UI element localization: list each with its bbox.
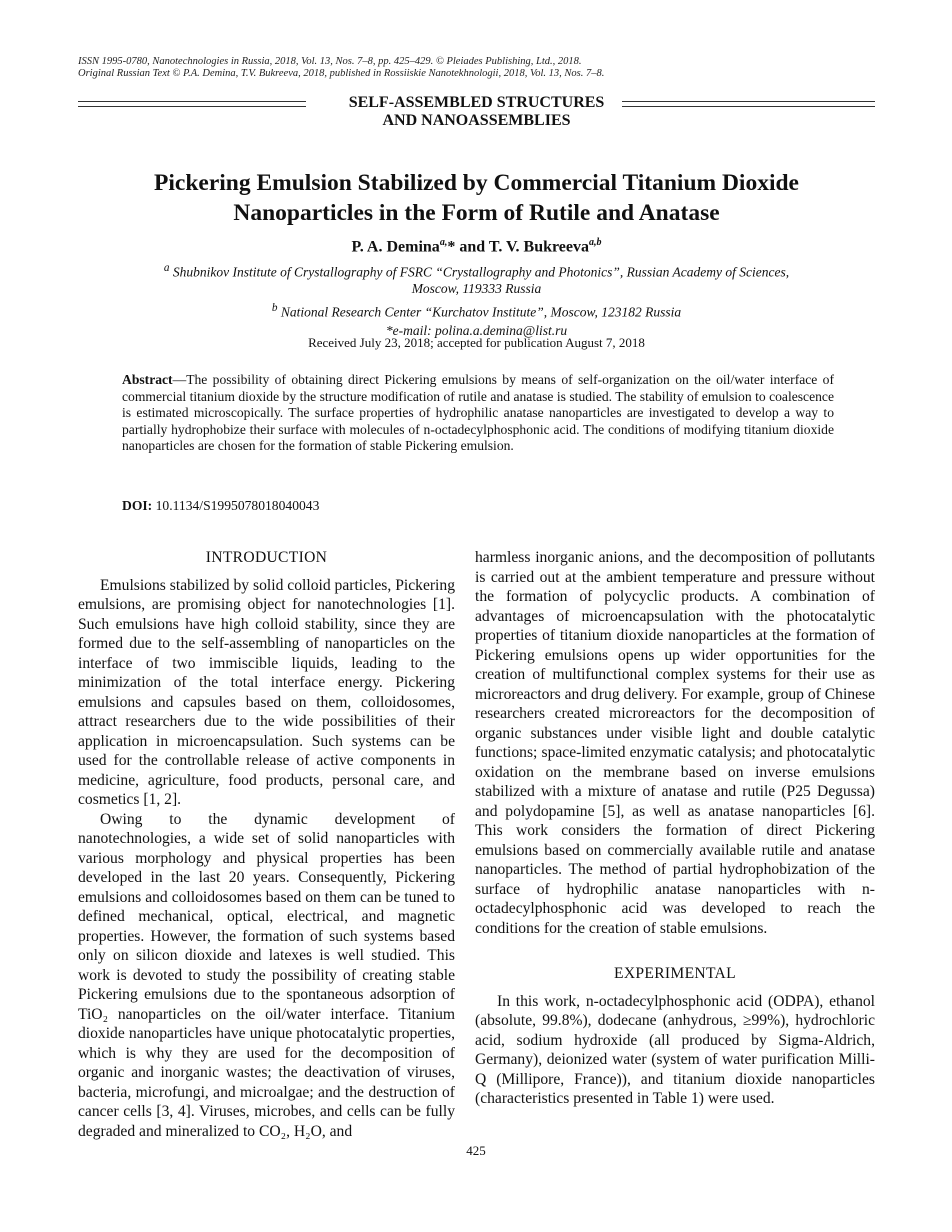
section-line-2: AND NANOASSEMBLIES: [382, 112, 571, 129]
page-number: 425: [466, 1143, 486, 1158]
experimental-paragraph-1: In this work, n-octadecylphosphonic acid (ODPA), ethanol (absolute, 99.8%), dodecane (anhydrous, ≥99%), hydrochloric acid, sodium hydroxide (all produced by Sigma-Aldrich, Germany), deionized water (system of water purification Milli-Q (Millipore, France)), and titanium dioxide nanoparticles (characteristics presented in Table 1) were used.: [475, 992, 875, 1107]
author-1-affil: a,: [439, 237, 448, 248]
received-dates: Received July 23, 2018; accepted for publication August 7, 2018: [308, 335, 645, 350]
right-column: [475, 548, 875, 1109]
intro-paragraph-3: harmless inorganic anions, and the decomposition of pollutants is carried out at the ambient temperature and pressure without the formation of polycyclic products. A combination of advantages of microencapsulation with the photocatalytic properties of titanium dioxide nanoparticles at the formation of Pickering emulsions opens up wider opportunities for the creation of multifunctional complex systems for their use as microreactors and drug delivery. For example, group of Chinese researchers created microreactors for the decomposition of organic substances under visible light and double catalytic functions; space-limited enzymatic catalysis; and photocatalytic oxidation on the membrane based on inverse emulsions stabilized with a mixture of anatase and rutile (P25 Degussa) and polydopamine [5], as well as anatase nanoparticles [6]. This work considers the formation of direct Pickering emulsions based on commercially available rutile and anatase nanoparticles. The method of partial hydrophobization of the surface of hydrophilic anatase nanoparticles with n-octadecylphosphonic acid was developed to reach the conditions for the creation of stable emulsions.: [475, 549, 875, 937]
abstract-text: —The possibility of obtaining direct Pickering emulsions by means of self-organization on the oil/water interface of commercial titanium dioxide by the structure modification of rutile and anatase is studied. The stability of emulsion to coalescence is estimated microscopically. The surface properties of hydrophilic anatase nanoparticles are investigated to develop a way to partially hydrophobize their surface with molecules of n-octadecylphosphonic acid. The conditions of modifying titanium dioxide nanoparticles are chosen for the formation of stable Pickering emulsion.: [122, 372, 834, 454]
affil-mark-a: a: [163, 262, 170, 274]
affil-a-text: Shubnikov Institute of Crystallography of FSRC “Crystallography and Photonics”, Russian Academy of Sciences,: [169, 264, 790, 280]
intro-paragraph-1: Emulsions stabilized by solid colloid particles, Pickering emulsions, are promising object for nanotechnologies [1]. Such emulsions have high colloid stability, since they are formed due to the self-assembling of nanoparticles on the interface of two immiscible liquids, leading to the minimization of the total interface energy. Pickering emulsions and capsules based on them, colloidosomes, attract researchers due to the wide possibilities of their application in microencapsulation. Such systems can be used for the controllable release of active components in medicine, agriculture, food products, personal care, and cosmetics [1, 2].: [78, 576, 455, 808]
email: *e-mail: polina.a.demina@list.ru: [385, 322, 568, 338]
left-column: [78, 548, 455, 1141]
affiliation-a: [78, 260, 875, 298]
author-2: T. V. Bukreeva: [488, 238, 589, 256]
header-line-1: ISSN 1995-0780, Nanotechnologies in Russia, 2018, Vol. 13, Nos. 7–8, pp. 425–429. © Pleiades Publishing, Ltd., 2018.: [78, 56, 582, 67]
affiliations: [78, 260, 875, 339]
introduction-heading: INTRODUCTION: [205, 549, 328, 566]
affil-a-text2: Moscow, 119333 Russia: [411, 281, 542, 296]
affiliation-b: [78, 300, 875, 321]
abstract-label: Abstract: [122, 372, 173, 387]
title-line-2: Nanoparticles in the Form of Rutile and Anatase: [233, 200, 720, 226]
section-heading: [78, 94, 875, 130]
title-line-1: Pickering Emulsion Stabilized by Commercial Titanium Dioxide: [154, 170, 799, 196]
doi-label: DOI:: [122, 498, 153, 513]
author-1: P. A. Demina: [351, 238, 440, 256]
abstract: [122, 372, 834, 455]
doi: [122, 498, 319, 514]
affil-b-text: National Research Center “Kurchatov Institute”, Moscow, 123182 Russia: [277, 304, 682, 319]
section-line-1: SELF-ASSEMBLED STRUCTURES: [348, 94, 605, 111]
authors: [78, 237, 875, 256]
journal-header: [78, 56, 604, 80]
header-line-2: Original Russian Text © P.A. Demina, T.V. Bukreeva, 2018, published in Rossiiskie Nanotekhnologii, 2018, Vol. 13, Nos. 7–8.: [78, 68, 605, 79]
author-1-star: *: [447, 238, 456, 256]
authors-and: and: [455, 238, 489, 256]
author-2-affil: a,b: [589, 237, 602, 248]
doi-value: 10.1134/S1995078018040043: [152, 498, 320, 513]
experimental-heading: EXPERIMENTAL: [614, 965, 736, 982]
intro-paragraph-2: Owing to the dynamic development of nanotechnologies, a wide set of solid nanoparticles with various morphology and physical properties has been developed in the last 20 years. Consequently, Pickering emulsions and colloidosomes based on them can be tuned to defined mechanical, optical, electrical, and magnetic properties. However, the formation of such systems based only on silicon dioxide and latexes is well studied. This work is devoted to study the possibility of creating stable Pickering emulsions due to the spontaneous adsorption of TiO₂ nanoparticles on the oil/water interface. Titanium dioxide nanoparticles have unique photocatalytic properties, which is why they are used for the decomposition of organic and inorganic wastes; the deactivation of viruses, bacteria, microfungi, and microalgae; and the destruction of cancer cells [3, 4]. Viruses, microbes, and cells can be fully degraded and mineralized to CO₂, H₂O, and: [78, 810, 455, 1140]
affil-mark-b: b: [271, 301, 278, 314]
paper-title: [78, 168, 875, 228]
